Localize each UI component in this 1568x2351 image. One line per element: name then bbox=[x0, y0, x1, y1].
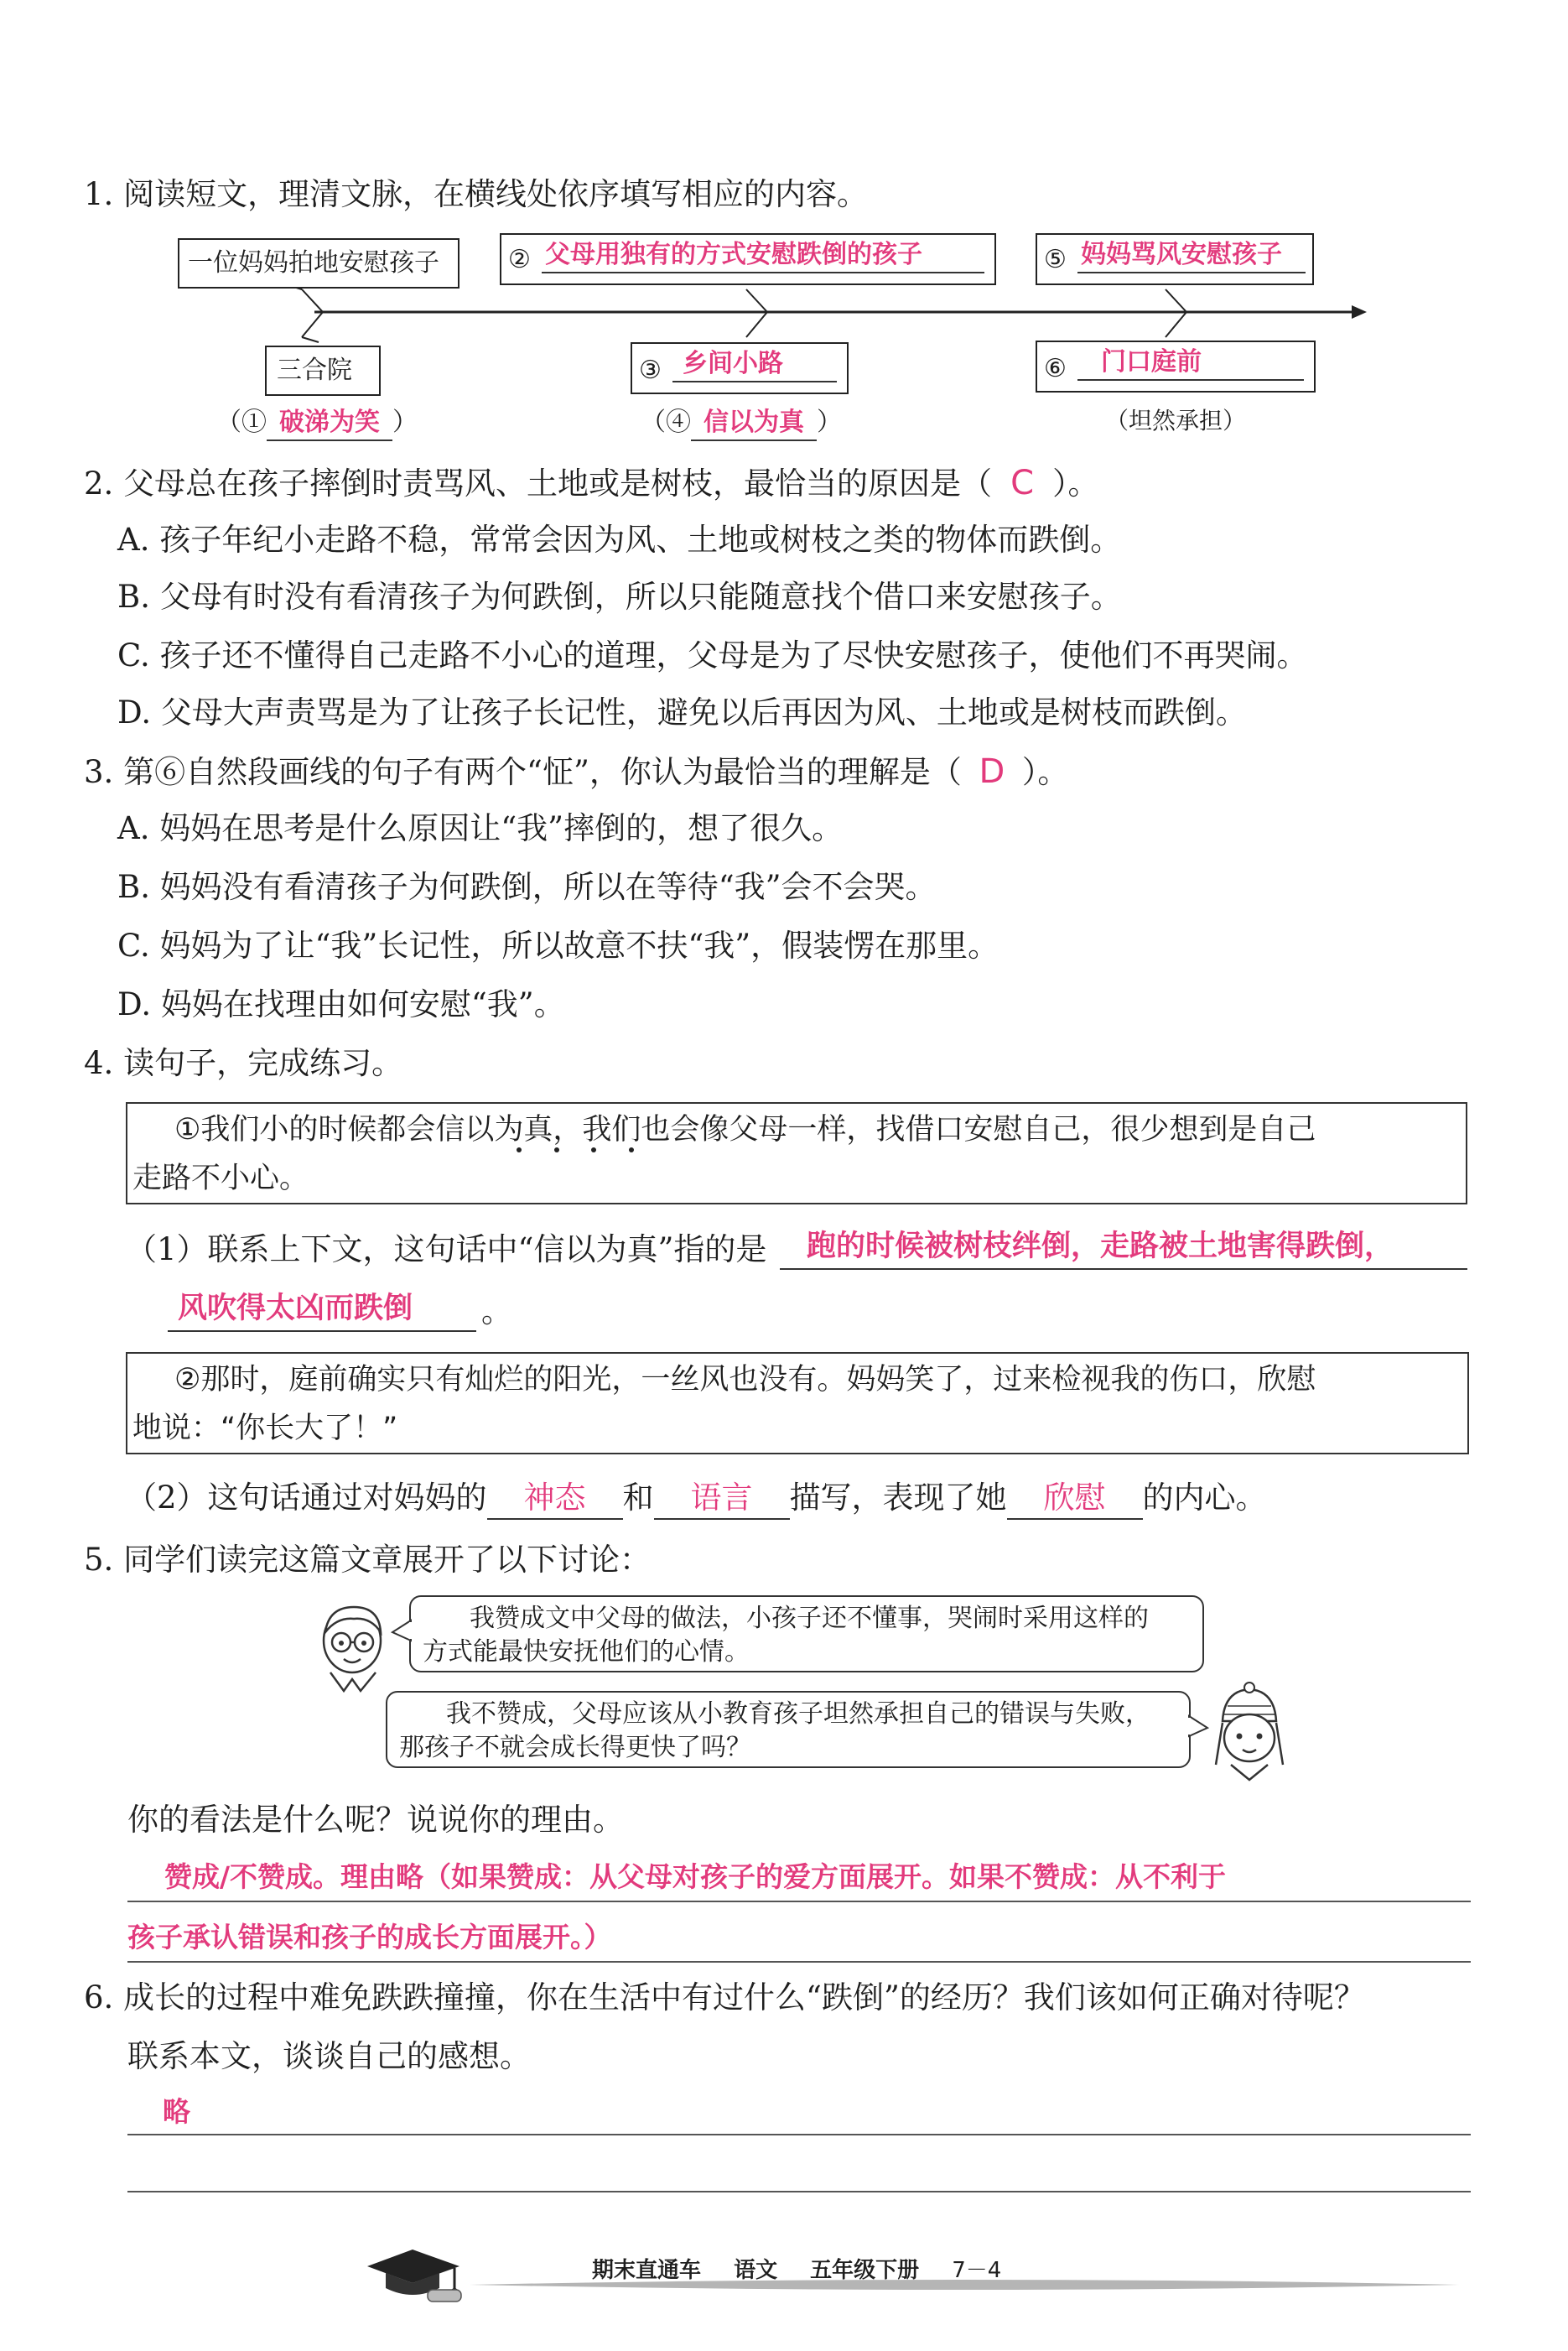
q2-option-d: D. 父母大声责骂是为了让孩子长记性，避免以后再因为风、土地或是树枝而跌倒。 bbox=[117, 694, 1247, 731]
bubble-tail bbox=[391, 1619, 413, 1644]
answer-text: 乡间小路 bbox=[683, 349, 783, 378]
q4-sub2-text-1: （2）这句话通过对妈妈的 bbox=[126, 1480, 487, 1516]
mood-label-2 bbox=[641, 406, 842, 441]
quote-2-line-2: 地说：“你长大了！” bbox=[132, 1412, 398, 1445]
quote-box-2 bbox=[126, 1352, 1469, 1454]
q3-answer: D bbox=[979, 752, 1005, 791]
answer-underline bbox=[168, 1330, 476, 1332]
emphasis-dots bbox=[517, 1147, 634, 1152]
label-open: （① bbox=[216, 408, 267, 437]
circle-number: ⑤ bbox=[1044, 245, 1067, 274]
q4-sub2-text-4: 的内心。 bbox=[1142, 1480, 1267, 1516]
q2-stem-text: 2. 父母总在孩子摔倒时责骂风、土地或是树枝，最恰当的原因是（ bbox=[84, 466, 993, 502]
answer-text: 父母用独有的方式安慰跌倒的孩子 bbox=[545, 240, 922, 269]
answer-underline bbox=[780, 1268, 1467, 1270]
answer-text: 破涕为笑 bbox=[267, 406, 392, 441]
footer-grade: 五年级下册 bbox=[810, 2258, 920, 2283]
circle-number: ③ bbox=[639, 356, 662, 385]
q6-stem-line-2: 联系本文，谈谈自己的感想。 bbox=[127, 2038, 531, 2074]
bubble-disagree-line-2: 那孩子不就会成长得更快了吗？ bbox=[399, 1733, 751, 1762]
q3-stem bbox=[84, 752, 1068, 793]
q6-stem-line-1: 6. 成长的过程中难免跌跌撞撞，你在生活中有过什么“跌倒”的经历？我们该如何正确对待呢？ bbox=[84, 1979, 1365, 2016]
q3-option-b: B. 妈妈没有看清孩子为何跌倒，所以在等待“我”会不会哭。 bbox=[117, 869, 937, 905]
answer-underline bbox=[542, 272, 984, 273]
bubble-disagree-line-1: 我不赞成，父母应该从小教育孩子坦然承担自己的错误与失败， bbox=[446, 1699, 1150, 1729]
answer-underline bbox=[1077, 379, 1304, 381]
quote-1-line-1: ①我们小的时候都会信以为真，我们也会像父母一样，找借口安慰自己，很少想到是自己 bbox=[174, 1113, 1316, 1147]
timeline-box-event-2 bbox=[500, 233, 996, 285]
answer-line bbox=[127, 1901, 1471, 1902]
answer-line bbox=[127, 1961, 1471, 1963]
quote-2-line-1: ②那时，庭前确实只有灿烂的阳光，一丝风也没有。妈妈笑了，过来检视我的伤口，欣慰 bbox=[174, 1363, 1316, 1397]
q4-stem: 4. 读句子，完成练习。 bbox=[84, 1045, 403, 1081]
footer-page-number: 7－4 bbox=[952, 2258, 1002, 2283]
q2-option-b: B. 父母有时没有看清孩子为何跌倒，所以只能随意找个借口来安慰孩子。 bbox=[117, 579, 1122, 615]
q3-option-c: C. 妈妈为了让“我”长记性，所以故意不扶“我”，假装愣在那里。 bbox=[117, 928, 999, 964]
q2-option-a: A. 孩子年纪小走路不稳，常常会因为风、土地或树枝之类的物体而跌倒。 bbox=[117, 522, 1122, 558]
q3-option-d: D. 妈妈在找理由如何安慰“我”。 bbox=[117, 986, 565, 1022]
circle-number: ⑥ bbox=[1044, 354, 1067, 383]
answer-underline bbox=[672, 381, 837, 382]
q4-sub1-answer-line-1: 跑的时候被树枝绊倒，走路被土地害得跌倒， bbox=[807, 1230, 1394, 1263]
mood-label-1 bbox=[216, 406, 418, 441]
q5-stem: 5. 同学们读完这篇文章展开了以下讨论： bbox=[84, 1542, 652, 1578]
q3-stem-end: ）。 bbox=[1021, 754, 1069, 790]
q4-sub2-text-3: 描写，表现了她 bbox=[789, 1480, 1007, 1516]
timeline-box-place-3 bbox=[1036, 341, 1316, 393]
quote-box-1 bbox=[126, 1102, 1467, 1204]
timeline-box-event-3 bbox=[1036, 233, 1314, 285]
box-label: 三合院 bbox=[277, 356, 352, 385]
q3-stem-text: 3. 第⑥自然段画线的句子有两个“怔”，你认为最恰当的理解是（ bbox=[84, 754, 962, 790]
footer-book: 期末直通车 bbox=[592, 2258, 702, 2283]
speech-bubble-agree bbox=[409, 1595, 1204, 1672]
q5-answer-line-2: 孩子承认错误和孩子的成长方面展开。） bbox=[127, 1921, 612, 1953]
q1-stem: 1. 阅读短文，理清文脉，在横线处依序填写相应的内容。 bbox=[84, 176, 869, 212]
answer-text: 门口庭前 bbox=[1101, 347, 1202, 377]
footer-subject: 语文 bbox=[734, 2258, 778, 2283]
q5-answer-line-1: 赞成/不赞成。理由略（如果赞成：从父母对孩子的爱方面展开。如果不赞成：从不利于 bbox=[164, 1860, 1227, 1893]
label-open: （④ bbox=[641, 408, 691, 437]
q4-sub2-answer-3: 欣慰 bbox=[1007, 1478, 1143, 1520]
timeline-box-place-1 bbox=[265, 346, 381, 396]
timeline-box-event-1 bbox=[178, 238, 459, 289]
answer-text: 妈妈骂风安慰孩子 bbox=[1081, 240, 1282, 269]
q6-answer: 略 bbox=[163, 2095, 190, 2128]
circle-number: ② bbox=[508, 245, 531, 274]
speech-bubble-disagree bbox=[386, 1691, 1191, 1768]
quote-1-line-2: 走路不小心。 bbox=[132, 1162, 309, 1195]
answer-line bbox=[127, 2191, 1471, 2192]
bubble-agree-line-2: 方式能最快安抚他们的心情。 bbox=[423, 1637, 750, 1667]
q5-question: 你的看法是什么呢？说说你的理由。 bbox=[127, 1802, 624, 1838]
q4-sub2 bbox=[126, 1478, 1267, 1520]
q4-sub1-answer-line-2: 风吹得太凶而跌倒 bbox=[178, 1292, 413, 1325]
bubble-tail bbox=[1187, 1714, 1209, 1740]
q2-stem bbox=[84, 463, 1099, 504]
girl-avatar bbox=[1207, 1681, 1291, 1790]
graduation-cap-icon bbox=[361, 2241, 470, 2308]
footer-info bbox=[592, 2253, 1001, 2284]
q2-stem-end: ）。 bbox=[1052, 466, 1099, 502]
q4-sub2-answer-1: 神态 bbox=[487, 1478, 623, 1520]
q4-sub2-answer-2: 语言 bbox=[654, 1478, 790, 1520]
answer-line bbox=[127, 2134, 1471, 2135]
q4-sub2-text-2: 和 bbox=[622, 1480, 654, 1516]
answer-text: 信以为真 bbox=[691, 406, 817, 441]
boy-avatar bbox=[312, 1599, 396, 1708]
bubble-agree-line-1: 我赞成文中父母的做法，小孩子还不懂事，哭闹时采用这样的 bbox=[470, 1604, 1149, 1633]
q4-sub1-stem: （1）联系上下文，这句话中“信以为真”指的是 bbox=[126, 1231, 767, 1267]
timeline-box-place-2 bbox=[631, 342, 849, 394]
label-close: ） bbox=[817, 408, 842, 437]
q4-sub1-end: 。 bbox=[481, 1293, 512, 1329]
q2-answer: C bbox=[1010, 464, 1035, 502]
mood-label-3: （坦然承担） bbox=[1105, 407, 1247, 434]
box-label: 一位妈妈拍地安慰孩子 bbox=[188, 248, 439, 278]
q2-option-c: C. 孩子还不懂得自己走路不小心的道理，父母是为了尽快安慰孩子，使他们不再哭闹。 bbox=[117, 637, 1308, 674]
answer-underline bbox=[1077, 272, 1306, 273]
q3-option-a: A. 妈妈在思考是什么原因让“我”摔倒的，想了很久。 bbox=[117, 810, 844, 846]
label-close: ） bbox=[392, 408, 418, 437]
